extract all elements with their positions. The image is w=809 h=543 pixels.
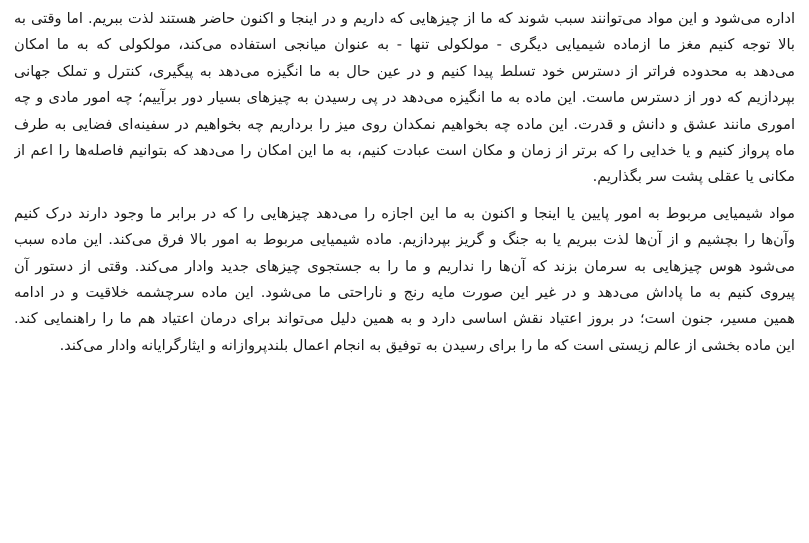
document-body — [14, 6, 795, 359]
text-line: اداره می‌شود و این مواد می‌توانند سبب شوند که ما از چیزهایی که داریم و در اینجا و اکنون حاضر هستند لذت ببریم. اما وقتی به — [14, 10, 795, 27]
paragraph — [14, 201, 795, 359]
text-line: بالا توجه کنیم مغز ما ازماده شیمیایی دیگری - مولکولی تنها - به عنوان میانجی استفاده می‌کند، مولکولی که به ما امکان — [14, 36, 795, 54]
text-line: مکانی یا عقلی پشت سر بگذاریم. — [592, 168, 795, 186]
text-line: ماه پرواز کنیم و یا خدایی را که برتر از زمان و مکان است عبادت کنیم، به ما این امکان را می‌دهد که بتوانیم فاصله‌ها را اعم از — [14, 141, 795, 159]
text-line: می‌دهد به محدوده فراتر از دسترس خود تسلط پیدا کنیم و در عین حال به ما انگیزه می‌دهد به پیگیری، کنترل و تملک جهانی — [14, 62, 795, 80]
text-line: اموری مانند عشق و دانش و قدرت. این ماده چه بخواهیم نمکدان روی میز را برداریم چه بخواهیم در سفینه‌ای فضایی به طرف — [14, 115, 795, 133]
text-line: این ماده بخشی از عالم زیستی است که ما را برای رسیدن به توفیق به انجام اعمال بلندپروازانه و ایثارگرایانه وادار می‌کند. — [59, 336, 795, 354]
text-line: وآن‌ها را بچشیم و از آن‌ها لذت ببریم یا به جنگ و گریز بپردازیم. ماده شیمیایی مربوط به امور بالا فرق می‌کند. این ماده سبب — [14, 231, 795, 249]
text-line: می‌شود هوس چیزهایی به سرمان بزند که آن‌ها را نداریم و ما را به جستجوی چیزهای جدید وادار می‌کند. وقتی از دستور آن — [14, 257, 795, 275]
paragraph — [14, 6, 795, 191]
text-line: همین مسیر، جنون است؛ در بروز اعتیاد نقش اساسی دارد و به همین دلیل می‌تواند برای درمان اعتیاد هم ما را راهنمایی کند. — [14, 310, 795, 328]
text-line: بپردازیم که دور از دسترس ماست. این ماده به ما انگیزه می‌دهد در پی رسیدن به چیزهای بسیار دور برآییم؛ چه امور مادی و چه — [14, 89, 795, 107]
text-line: مواد شیمیایی مربوط به امور پایین یا اینجا و اکنون به ما این اجازه را می‌دهد چیزهایی را که در برابر ما وجود دارند درک کنیم — [14, 204, 795, 222]
text-line: پیروی کنیم به ما پاداش می‌دهد و در غیر این صورت مایه رنج و ناراحتی ما می‌شود. این ماده سرچشمه خلاقیت و در ادامه — [14, 283, 795, 301]
